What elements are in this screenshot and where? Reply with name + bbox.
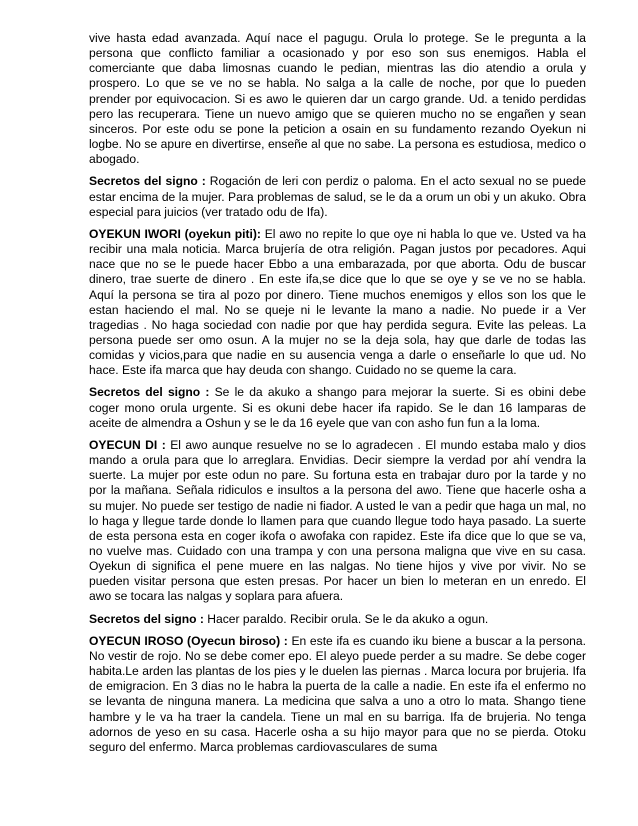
paragraph-secretos-3 — [89, 612, 586, 627]
paragraph-text: Se le da akuko a shango para mejorar la suerte. Si es obini debe coger mono orula urgente. Si es okuni debe hacer ifa rapido. Se le dan 16 lamparas de aceite de almendra a Oshun y se le da 16 eyele que van con asho fun fun a la loma. — [89, 385, 587, 430]
paragraph-text: En este ifa es cuando iku biene a buscar a la persona. No vestir de rojo. No se debe comer epo. El aleyo puede perder a su madre. Se debe coger habita.Le arden las plantas de los pies y le duelen las piernas . Marca locura por brujeria. Ifa de emigracion. En 3 dias no le habra la puerta de la calle a nadie. En este ifa el enfermo no se levanta de ninguna manera. La medicina que salva a uno a otro lo mata. Shango tiene hambre y le va ha traer la candela. Tiene un mal en su barriga. Ifa de brujeria. No tenga adornos de yeso en su casa. Hacerle osha a su hijo mayor para que no se pierda. Otoku seguro del enfermo. Marca problemas cardiovasculares de suma — [89, 633, 586, 754]
paragraph-heading: Secretos del signo : — [89, 174, 206, 189]
paragraph-heading: OYECUN DI : — [89, 437, 166, 452]
paragraph-oyekun-iwori — [89, 227, 586, 379]
paragraph-heading: Secretos del signo : — [89, 385, 210, 400]
paragraph-oyecun-iroso — [89, 634, 586, 755]
paragraph-heading: Secretos del signo : — [89, 611, 204, 626]
paragraph-heading: OYECUN IROSO (Oyecun biroso) : — [89, 633, 288, 648]
paragraph-text: vive hasta edad avanzada. Aquí nace el pagugu. Orula lo protege. Se le pregunta a la persona que conflicto familiar a ocasionado y por eso son sus enemigos. Habla el comerciante que daba limosnas cuando le pedian, mientras las dio atendio a orula y prospero. Lo que se ve no se habla. No salga a la calle de noche, por que lo pueden prender por equivocacion. Si es awo le quieren dar un cargo grande. Ud. a tenido perdidas pero las recuperara. Tiene un nuevo amigo que se quieren mucho no se engañen y sean sinceros. Por este odu se pone la peticion a osain en su fundamento rezando Oyekun ni logbe. No se apure en divertirse, enseñe al que no sabe. La persona es estudiosa, medico o abogado. — [89, 31, 586, 167]
paragraph-text: Rogación de leri con perdiz o paloma. En el acto sexual no se puede estar encima de la mujer. Para problemas de salud, se le da a orum un obi y un akuko. Obra especial para juicios (ver tratado odu de Ifa). — [89, 174, 586, 219]
paragraph-secretos-2 — [89, 385, 586, 430]
paragraph-heading: OYEKUN IWORI (oyekun piti): — [89, 226, 261, 241]
paragraph-text: El awo aunque resuelve no se lo agradecen . El mundo estaba malo y dios mando a orula para que lo arreglara. Envidias. Decir siempre la verdad por ahí vendra la suerte. La mujer por este odun no pare. Su fortuna esta en trabajar duro por la tarde y no por la mañana. Señala ridiculos e insultos a la persona del awo. Tiene que hacerle osha a su mujer. No puede ser testigo de nadie ni fiador. A usted le van a pedir que haga un mal, no lo haga y llegue tarde donde lo llamen para que cuando llegue todo haya pasado. La suerte de esta persona esta en coger ikofa o awofaka con rapidez. Este ifa dice que lo que se va, no vuelve mas. Cuidado con una trampa y con una persona maligna que vive en su casa. Oyekun di significa el pene muere en las nalgas. No tiene hijos y vive por vivir. No se pueden visitar persona que esten presas. Por hacer un bien lo meteran en un enredo. El awo se tocara las nalgas y soplara para afuera. — [89, 437, 586, 604]
paragraph-secretos-1 — [89, 174, 586, 219]
paragraph-text: Hacer paraldo. Recibir orula. Se le da akuko a ogun. — [203, 611, 489, 626]
paragraph-text: El awo no repite lo que oye ni habla lo que ve. Usted va ha recibir una mala noticia. Marca brujería de otra religión. Pagan justos por pecadores. Aqui nace que no se le puede hacer Ebbo a una embarazada, por que aborta. Odu de buscar dinero, trae suerte de dinero . En este ifa,se dice que lo que se oye y se ve no se habla. Aquí la persona se tira al pozo por dinero. Tiene muchos enemigos y ellos son los que le estan haciendo el mal. No se queje ni le levante la mano a nadie. No puede ir a Ver tragedias . No haga sociedad con nadie por que hay perdida segura. Evite las peleas. La persona puede ser omo osun. A la mujer no se la deja sola, hay que darle de todas las comidas y vicios,para que nadie en su ausencia venga a darle o enseñarle lo que ud. No hace. Este ifa marca que hay deuda con shango. Cuidado no se queme la cara. — [89, 226, 586, 378]
paragraph-continuation — [89, 31, 586, 167]
paragraph-oyecun-di — [89, 438, 586, 605]
